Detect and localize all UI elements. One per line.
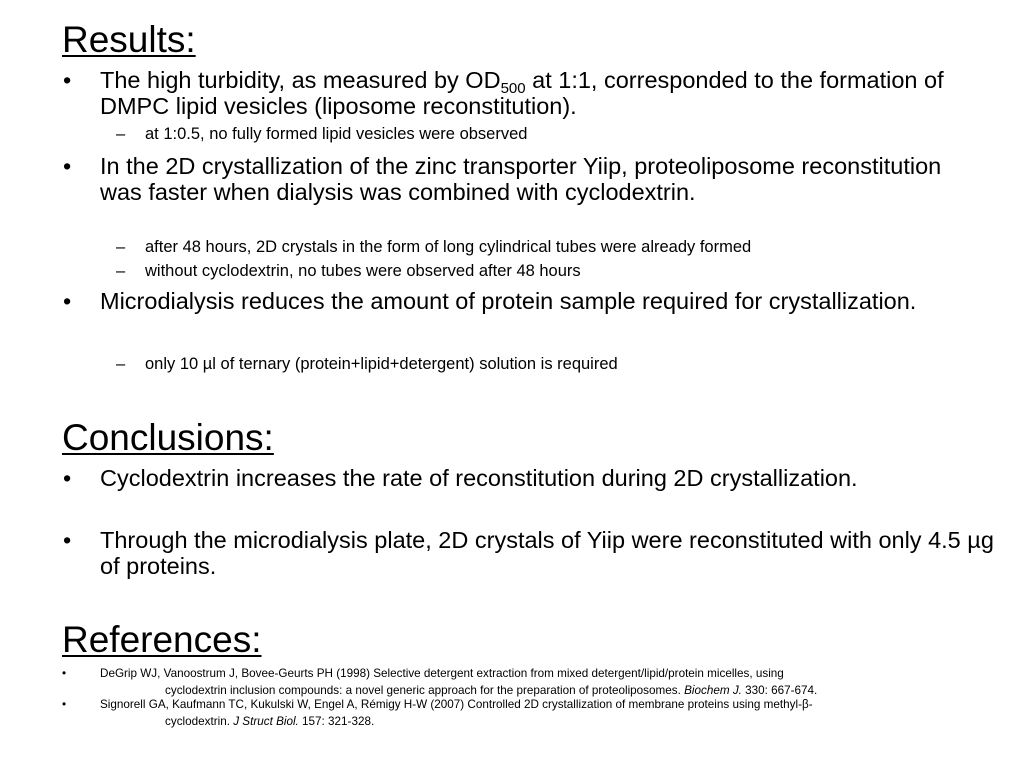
bullet-marker: • [62, 667, 67, 680]
references-heading: References: [62, 619, 262, 660]
bullet-marker: • [63, 67, 72, 93]
reference-line-1: DeGrip WJ, Vanoostrum J, Bovee-Geurts PH (1998) Selective detergent extraction from mixed detergent/lipid/protein micelles, using [100, 667, 784, 680]
bullet-marker: • [63, 527, 72, 553]
bullet-marker: • [63, 288, 72, 314]
conclusions-heading: Conclusions: [62, 417, 274, 458]
bullet-text: Through the microdialysis plate, 2D crystals of Yiip were reconstituted with only 4.5 µg of proteins. [100, 527, 994, 579]
results-sub-2-2 [116, 261, 581, 281]
reference-citation: 157: 321-328. [298, 715, 375, 728]
sub-text: without cyclodextrin, no tubes were observed after 48 hours [145, 262, 581, 280]
dash-marker: – [116, 355, 126, 373]
reference-line-1: Signorell GA, Kaufmann TC, Kukulski W, Engel A, Rémigy H-W (2007) Controlled 2D crystallization of membrane proteins using methyl-β- [100, 698, 813, 711]
dash-marker: – [116, 238, 126, 256]
conclusions-bullet-1 [63, 465, 900, 491]
reference-line-2 [100, 713, 813, 730]
od-subscript: 500 [500, 80, 526, 97]
results-sub-3-1 [116, 354, 618, 374]
results-sub-2-1 [116, 237, 752, 257]
reference-item-1 [62, 665, 818, 699]
reference-text: cyclodextrin inclusion compounds: a novel generic approach for the preparation of proteoliposomes. [165, 684, 685, 697]
reference-journal: Biochem J. [684, 684, 742, 697]
dash-marker: – [116, 262, 126, 280]
results-bullet-1 [63, 67, 990, 119]
reference-journal: J Struct Biol. [233, 715, 299, 728]
bullet-marker: • [62, 698, 67, 711]
reference-item-2 [62, 696, 813, 730]
results-heading: Results: [62, 19, 196, 60]
bullet-text: Microdialysis reduces the amount of protein sample required for crystallization. [100, 288, 917, 314]
bullet-text: In the 2D crystallization of the zinc transporter Yiip, proteoliposome reconstitution was faster when dialysis was combined with cyclodextrin. [100, 153, 942, 205]
dash-marker: – [116, 125, 126, 143]
bullet-marker: • [63, 153, 72, 179]
bullet-text-after-subscript: at 1:1, corresponded to the formation of DMPC lipid vesicles (liposome reconstitution). [100, 67, 944, 119]
sub-text: after 48 hours, 2D crystals in the form of long cylindrical tubes were already formed [145, 238, 752, 256]
reference-citation: 330: 667-674. [741, 684, 818, 697]
bullet-marker: • [63, 465, 72, 491]
results-bullet-2 [63, 153, 980, 205]
conclusions-bullet-2 [63, 527, 1000, 579]
results-sub-1-1 [116, 124, 528, 144]
results-bullet-3 [63, 288, 930, 314]
bullet-text: Cyclodextrin increases the rate of reconstitution during 2D crystallization. [100, 465, 858, 491]
sub-text: only 10 µl of ternary (protein+lipid+detergent) solution is required [145, 355, 618, 373]
reference-text: cyclodextrin. [165, 715, 234, 728]
bullet-text-before-subscript: The high turbidity, as measured by OD [100, 67, 501, 93]
sub-text: at 1:0.5, no fully formed lipid vesicles were observed [145, 125, 528, 143]
